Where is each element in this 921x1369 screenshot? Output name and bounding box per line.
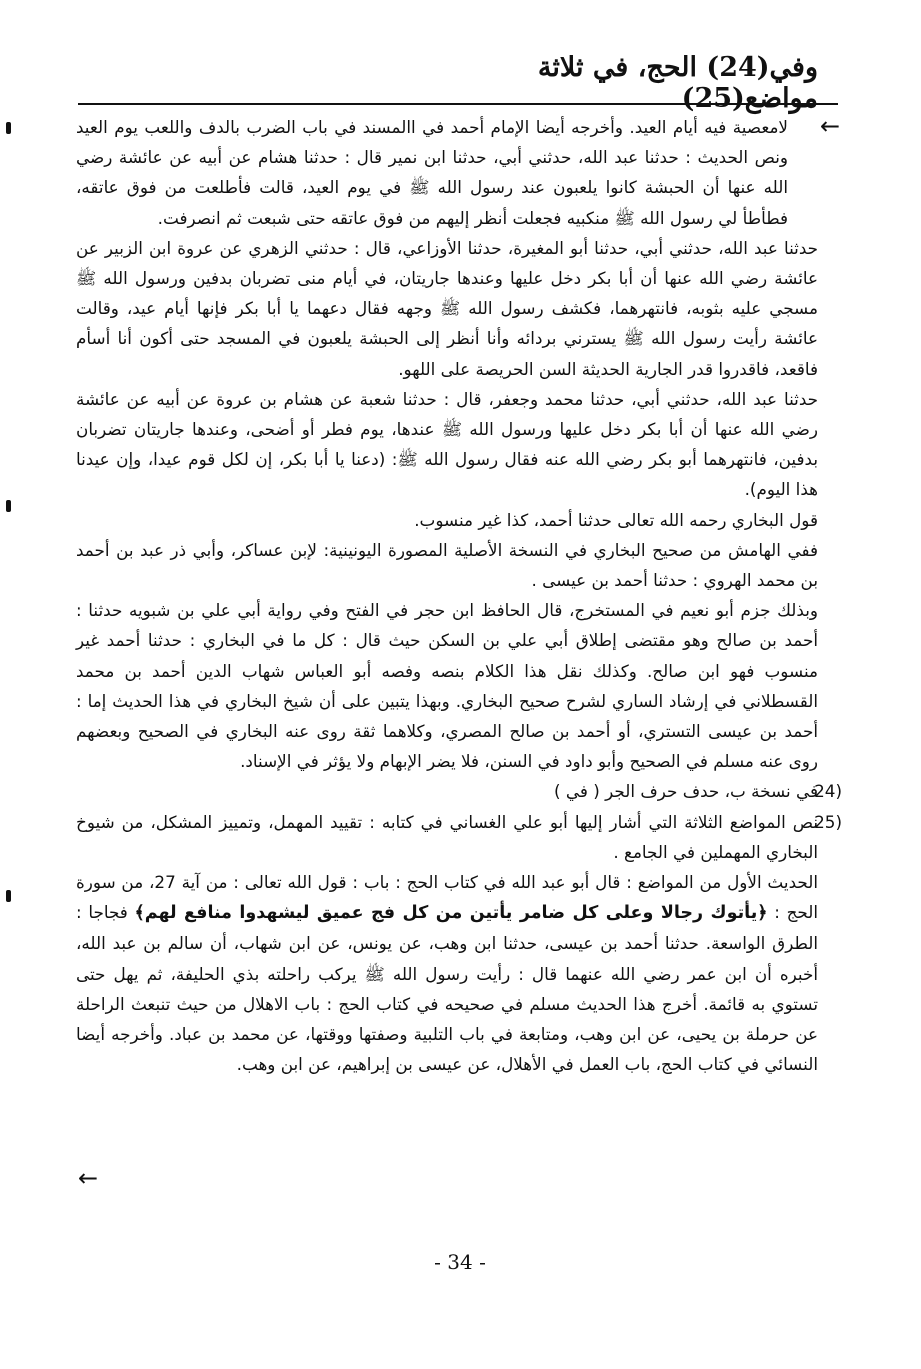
- continuation-arrow-icon: ←: [78, 1164, 99, 1192]
- margin-mark: [6, 500, 11, 512]
- paragraph-1: لامعصية فيه أيام العيد. وأخرجه أيضا الإمام أحمد في االمسند في باب الضرب بالدف واللعب يوم العيد ونص الحديث : حدثنا عبد الله، حدثني أبي، حدثنا ابن نمير قال : حدثنا هشام عن أبيه عن عائشة رضي الله عنها أن الحبشة كانوا يلعبون عند رسول الله ﷺ في يوم العيد، قالت فأطلعت من فوق عاتقه، فطأطأ لي رسول الله ﷺ منكبيه فجعلت أنظر إليهم من فوق عاتقه حتى شبعت ثم انصرفت.: [76, 117, 788, 228]
- quran-verse: ﴿يأتوك رجالا وعلى كل ضامر يأتين من كل فج عميق ليشهدوا منافع لهم﴾: [134, 903, 768, 924]
- header-rule: [78, 103, 838, 105]
- paragraph-7-intro: الحديث الأول من المواضع : قال أبو عبد الله في كتاب الحج : باب : قول الله تعالى : من آية 27، من سورة الحج :: [76, 872, 819, 923]
- page-number: - 34 -: [434, 1250, 486, 1274]
- paragraph-7: [76, 867, 818, 1079]
- paragraph-3: حدثنا عبد الله، حدثني أبي، حدثنا محمد وجعفر، قال : حدثنا شعبة عن هشام بن عروة عن أبيه عن عائشة رضي الله عنها أن أبا بكر دخل عليها ورسول الله ﷺ عندها، يوم فطر أو أضحى، وعندها جاريتان تضربان بدفين، فانتهرهما أبو بكر رضي الله عنه فقال رسول الله ﷺ: (دعنا يا أبا بكر، إن لكل قوم عيدا، وإن عيدنا هذا اليوم).: [76, 388, 818, 500]
- footnote-number: 24): [814, 781, 842, 802]
- footnote-25: [76, 807, 842, 867]
- margin-mark: [6, 890, 11, 902]
- paragraph-2: حدثنا عبد الله، حدثني أبي، حدثنا أبو المغيرة، حدثنا الأوزاعي، قال : حدثني الزهري عن عروة ابن الزبير عن عائشة رضي الله عنها أن أبا بكر دخل عليها وعندها جاريتان، في أيام منى تضربان بدفين ورسول الله ﷺ مسجي عليه بثوبه، فانتهرهما، فكشف رسول الله ﷺ وجهه فقال دعهما يا أبا بكر فإنها أيام عيد، وقالت عائشة رأيت رسول الله ﷺ يسترني بردائه وأنا أنظر إلى الحبشة يلعبون في المسجد حتى أكون أنا أسأم فاقعد، فاقدروا قدر الجارية الحديثة السن الحريصة على اللهو.: [76, 237, 818, 379]
- paragraph-5: ففي الهامش من صحيح البخاري في النسخة الأصلية المصورة اليونينية: لإبن عساكر، وأبي ذر عبد بن أحمد بن محمد الهروي : حدثنا أحمد بن عيسى .: [76, 539, 818, 591]
- footnote-text: في نسخة ب، حدف حرف الجر ( في ): [554, 781, 818, 802]
- footnote-body: [76, 112, 842, 1080]
- paragraph-6: وبذلك جزم أبو نعيم في المستخرج، قال الحافظ ابن حجر في الفتح وفي رواية أبي علي بن شبويه حدثنا : أحمد بن صالح وهو مقتضى إطلاق أبي علي بن السكن حيث قال : كل ما في البخاري : حدثنا أحمد غير منسوب فهو ابن صالح. وكذلك نقل هذا الكلام بنصه وفصه أبو العباس شهاب الدين أحمد بن محمد القسطلاني في إرشاد الساري لشرح صحيح البخاري. وبهذا يتبين على أن شيخ البخاري في هذا الحديث إما : أحمد بن عيسى التستري، أو أحمد بن صالح المصري، وكلاهما ثقة روى عنه البخاري في الصحيح وبعضهم روى عنه مسلم في الصحيح وأبو داود في السنن، فلا يضر الإبهام ولا يؤثر في الإسناد.: [76, 600, 818, 772]
- continuation-arrow-icon: ←: [820, 112, 841, 140]
- paragraph-4: قول البخاري رحمه الله تعالى حدثنا أحمد، كذا غير منسوب.: [414, 509, 818, 530]
- footnote-number: 25): [814, 811, 842, 832]
- page-header: وفي(24) الحج، في ثلاثة مواضع(25): [537, 52, 818, 114]
- margin-mark: [6, 122, 11, 134]
- paragraph-7-rest: فجاجا : الطرق الواسعة. حدثنا أحمد بن عيسى، حدثنا ابن وهب، عن يونس، عن ابن شهاب، أن سالم بن عبد الله، أخبره أن ابن عمر رضي الله عنهما قال : رأيت رسول الله ﷺ يركب راحلته بذي الحليفة، ثم يهل حتى تستوي به قائمة. أخرج هذا الحديث مسلم في صحيحه في كتاب الحج : باب الاهلال من حيث تنبعث الراحلة عن حرملة بن يحيى، عن ابن وهب، ومتابعة في باب التلبية وصفتها ووقتها، عن محمد بن عباد. وأخرجه أيضا النسائي في كتاب الحج، باب العمل في الأهلال، عن عيسى بن إبراهيم، عن ابن وهب.: [76, 902, 818, 1075]
- footnote-24: [76, 776, 842, 806]
- footnote-text: نص المواضع الثلاثة التي أشار إليها أبو علي الغساني في كتابه : تقييد المهمل، وتمييز المشكل، من شيوخ البخاري المهملين في الجامع .: [76, 811, 818, 862]
